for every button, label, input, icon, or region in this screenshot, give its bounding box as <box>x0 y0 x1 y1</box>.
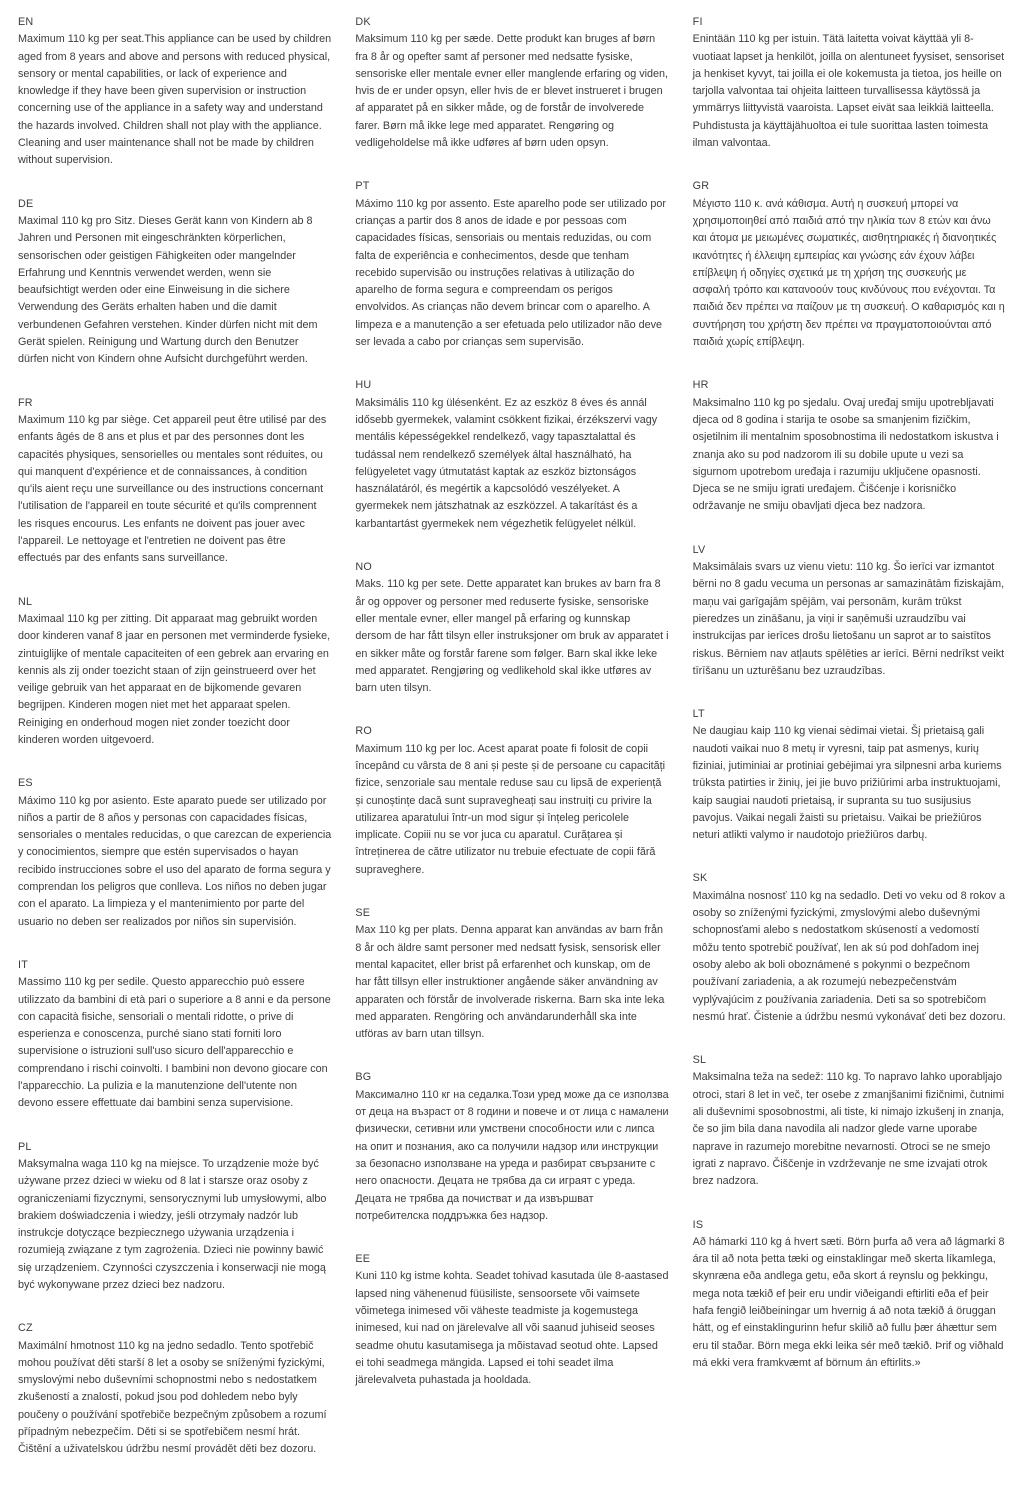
safety-instruction-text: Maksimalno 110 kg po sjedalu. Ovaj uređaj smiju upotrebljavati djeca od 8 godina i starija te osobe sa smanjenim fizičkim, osjetilnim ili mentalnim sposobnostima ili nedostatkom iskustva i znanja ako su pod nadzorom ili su dobile upute u vezi sa sigurnom upotrebom uređaja i razumiju uključene opasnosti. Djeca se ne smiju igrati uređajem. Čišćenje i korisničko održavanje ne smiju obavljati djeca bez nadzora. <box>692 396 999 513</box>
safety-instruction-text: Maximum 110 kg per loc. Acest aparat poate fi folosit de copii începând cu vârsta de 8 ani și peste și de persoane cu capacități fizice, senzoriale sau mentale reduse sau cu lipsă de experiență și cunoștințe dacă sunt supravegheați sau instruiți cu privire la utilizarea aparatului într-un mod sigur și înțeleg pericolele implicate. Copiii nu se vor juca cu aparatul. Curățarea și întreținerea de către utilizator nu trebuie efectuate de copii fără supraveghere. <box>355 742 666 876</box>
safety-instruction-text: Maximum 110 kg per seat.This appliance can be used by children aged from 8 years and above and persons with reduced physical, sensory or mental capabilities, or lack of experience and knowledge if they have been given supervision or instruction concerning use of the appliance in a safety way and understand the hazards involved. Children shall not play with the appliance. Cleaning and user maintenance shall not be made by children without supervision. <box>18 33 332 167</box>
language-code-heading: SL <box>692 1054 707 1067</box>
language-code-heading: SE <box>355 907 371 920</box>
language-code-heading: PT <box>355 180 370 193</box>
language-code-heading: EE <box>355 1253 371 1266</box>
safety-instruction-text: Maximaal 110 kg per zitting. Dit apparaat mag gebruikt worden door kinderen vanaf 8 jaar en personen met verminderde fysieke, zintuiglijke of mentale capaciteiten of een gebrek aan ervaring en kennis als zij onder toezicht staan of zijn geinstrueerd over het veilige gebruik van het apparaat en de bijkomende gevaren begrijpen. Kinderen mogen niet met het apparaat spelen. Reiniging en onderhoud mogen niet zonder toezicht door kinderen worden uitgevoerd. <box>18 612 331 746</box>
language-code-heading: RO <box>355 725 372 738</box>
language-code-heading: LT <box>692 708 705 721</box>
language-code-heading: EN <box>18 16 34 28</box>
language-section-en <box>18 14 331 170</box>
safety-instruction-text: Maximální hmotnost 110 kg na jedno sedadlo. Tento spotřebič mohou používat děti starší 8 let a osoby se sníženými fyzickými, smyslovými nebo duševními schopnostmi nebo s nedostatkem zkušeností a znalostí, pokud jsou pod dohledem nebo byly poučeny o používání spotřebiče bezpečným způsobem a rozumí případným nebezpečím. Děti si se spotřebičem nesmí hrát. Čištění a uživatelskou údržbu nesmí provádět děti bez dozoru. <box>18 1339 327 1456</box>
language-section-sk <box>693 870 1006 1026</box>
safety-instruction-text: Maksymalna waga 110 kg na miejsce. To urządzenie może być używane przez dzieci w wieku od 8 lat i starsze oraz osoby z ograniczeniami fizycznymi, sensorycznymi lub umysłowymi, albo brakiem doświadczenia i wiedzy, jeśli otrzymały nadzór lub instrukcje dotyczące bezpiecznego używania urządzenia i rozumieją związane z tym zagrożenia. Dzieci nie powinny bawić się urządzeniem. Czynności czyszczenia i konserwacji nie mogą być wykonywane przez dzieci bez nadzoru. <box>18 1157 327 1291</box>
language-section-pt <box>355 178 668 351</box>
safety-instruction-text: Enintään 110 kg per istuin. Tätä laitetta voivat käyttää yli 8-vuotiaat lapset ja henkilöt, joilla on alentuneet fyysiset, sensoriset ja henkiset kyvyt, tai joilla ei ole kokemusta ja tietoa, jos heille on tarjolla valvontaa tai ohjeita laitteen turvallisessa käytössä ja ymmärrys liittyvistä vaaroista. Lapset eivät saa leikkiä laitteella. Puhdistusta ja käyttäjähuoltoa ei tule suorittaa lasten toimesta ilman valvontaa. <box>692 33 1005 150</box>
language-section-sl <box>693 1052 1006 1190</box>
safety-instruction-text: Μέγιστο 110 κ. ανά κάθισμα. Αυτή η συσκευή μπορεί να χρησιμοποιηθεί από παιδιά από την ηλικία των 8 ετών και άνω και άτομα με μειωμένες σωματικές, αισθητηριακές ή διανοητικές ικανότητες ή έλλειψη εμπειρίας και γνώσης εάν έχουν λάβει επίβλεψη ή οδηγίες σχετικά με τη χρήση της συσκευής με ασφαλή τρόπο και κατανοούν τους κινδύνους που ενέχονται. Τα παιδιά δεν πρέπει να παίζουν με τη συσκευή. Ο καθαρισμός και η συντήρηση του χρήστη δεν πρέπει να πραγματοποιούνται από παιδιά χωρίς επίβλεψη. <box>692 197 1005 349</box>
safety-instruction-text: Maks. 110 kg per sete. Dette apparatet kan brukes av barn fra 8 år og oppover og personer med reduserte fysiske, sensoriske eller mentale evner, eller mangel på erfaring og kunnskap dersom de har fått tilsyn eller instruksjoner om bruk av apparatet i en sikker måte og forstår farene som følger. Barn skal ikke leke med apparatet. Rengjøring og vedlikehold skal ikke utføres av barn uten tilsyn. <box>355 578 669 695</box>
language-code-heading: DE <box>18 197 34 210</box>
safety-instruction-text: Massimo 110 kg per sedile. Questo apparecchio può essere utilizzato da bambini di età pari o superiore a 8 anni e da persone con capacità fisiche, sensoriali o mentali ridotte, o prive di esperienza e conoscenza, purché siano stati forniti loro supervisione o istruzioni sull'uso sicuro dell'apparecchio e comprendano i rischi coinvolti. I bambini non devono giocare con l'apparecchio. La pulizia e la manutenzione dell'utente non devono essere effettuate dai bambini senza supervisione. <box>18 976 331 1110</box>
language-section-de <box>18 196 331 369</box>
language-code-heading: FR <box>18 396 33 409</box>
language-section-fi <box>693 14 1006 152</box>
language-section-pl <box>18 1139 331 1295</box>
language-section-it <box>18 957 331 1113</box>
language-section-nl <box>18 594 331 750</box>
language-code-heading: BG <box>355 1071 372 1084</box>
column-middle <box>355 14 668 1485</box>
language-code-heading: IS <box>692 1218 704 1231</box>
column-right <box>693 14 1006 1485</box>
safety-instruction-text: Максимално 110 кг на седалка.Този уред може да се използва от деца на възраст от 8 години и повече и от лица с намалени физически, сетивни или умствени способности или с липса на опит и познания, ако са получили надзор или инструкции за безопасно използване на уреда и разбират свързаните с него опасности. Децата не трябва да си играят с уреда. Децата не трябва да почистват и да извършват потребителска поддръжка без надзор. <box>355 1088 669 1222</box>
safety-instruction-text: Ne daugiau kaip 110 kg vienai sėdimai vietai. Šį prietaisą gali naudoti vaikai nuo 8 metų ir vyresni, taip pat asmenys, kurių fiziniai, jutiminiai ar protiniai gebėjimai yra silpnesni arba kuriems trūksta patirties ir žinių, jei jie buvo prižiūrimi arba instruktuojami, kaip saugiai naudoti prietaisą, ir supranta su tuo susijusius pavojus. Vaikai negali žaisti su prietaisu. Vaikai be priežiūros neturi atlikti valymo ir naudotojo priežiūros darbų. <box>692 725 1002 842</box>
language-section-bg <box>355 1069 668 1225</box>
language-section-lt <box>693 706 1006 844</box>
language-section-lv <box>693 542 1006 680</box>
safety-instruction-text: Maximálna nosnosť 110 kg na sedadlo. Deti vo veku od 8 rokov a osoby so zníženými fyzickými, zmyslovými alebo duševnými schopnosťami alebo s nedostatkom skúseností a vedomostí môžu tento spotrebič používať, len ak sú pod dohľadom inej osoby alebo ak boli oboznámené s pokynmi o bezpečnom používaní zariadenia, a ak rozumejú nebezpečenstvám vyplývajúcim z používania zariadenia. Deti sa so spotrebičom nesmú hrať. Čistenie a údržbu nesmú vykonávať deti bez dozoru. <box>692 889 1006 1023</box>
safety-instruction-text: Maksimālais svars uz vienu vietu: 110 kg. Šo ierīci var izmantot bērni no 8 gadu vecuma un personas ar samazinātām fiziskajām, maņu vai garīgajām spējām, vai personām, kurām trūkst pieredzes un zināšanu, ja viņi ir saņēmuši uzraudzību vai instrukcijas par ierīces drošu lietošanu un saprot ar to saistītos riskus. Bērniem nav atļauts spēlēties ar ierīci. Bērni nedrīkst veikt tīrīšanu un uzturēšanu bez uzraudzības. <box>692 561 1005 677</box>
language-code-heading: LV <box>692 543 706 556</box>
language-code-heading: FI <box>692 16 703 28</box>
safety-instruction-text: Að hámarki 110 kg á hvert sæti. Börn þurfa að vera að lágmarki 8 ára til að nota þetta tæki og einstaklingar með skerta líkamlega, skynræna eða andlega getu, eða skort á reynslu og þekkingu, mega nota tækið ef þeir eru undir viðeigandi eftirliti eða ef þeir hafa fengið leiðbeiningar um hvernig á að nota tækið á öruggan hátt, og ef einstaklingurinn hefur skilið að fullu þær áhættur sem eru til staðar. Börn mega ekki leika sér með tækið. Þrif og viðhald má ekki vera framkvæmt af börnum án eftirlits.» <box>692 1235 1005 1369</box>
safety-instruction-text: Maksimalna teža na sedež: 110 kg. To napravo lahko uporabljajo otroci, stari 8 let in več, ter osebe z zmanjšanimi fizičnimi, čutnimi ali duševnimi sposobnostmi, ali tiste, ki nimajo izkušenj in znanja, če so jim bila dana navodila ali nadzor glede varne uporabe naprave in razumejo morebitne nevarnosti. Otroci se ne smejo igrati z napravo. Čiščenje in vzdrževanje ne sme izvajati otrok brez nadzora. <box>692 1071 1005 1188</box>
language-code-heading: SK <box>692 872 708 885</box>
language-code-heading: CZ <box>18 1322 33 1335</box>
safety-instruction-text: Maximal 110 kg pro Sitz. Dieses Gerät kann von Kindern ab 8 Jahren und Personen mit eingeschränkten körperlichen, sensorischen oder geistigen Fähigkeiten oder mangelnder Erfahrung und Kenntnis verwendet werden, wenn sie beaufsichtigt werden oder eine Einweisung in die sichere Verwendung des Geräts erhalten haben und die damit verbundenen Gefahren verstehen. Kinder dürfen nicht mit dem Gerät spielen. Reinigung und Wartung durch den Benutzer dürfen nicht von Kindern ohne Aufsicht durchgeführt werden. <box>18 214 318 366</box>
language-code-heading: HR <box>692 379 709 392</box>
language-section-hr <box>693 377 1006 515</box>
language-section-gr <box>693 178 1006 351</box>
language-section-ee <box>355 1251 668 1389</box>
safety-instruction-text: Maximum 110 kg par siège. Cet appareil peut être utilisé par des enfants âgés de 8 ans et plus et par des personnes dont les capacités physiques, sensorielles ou mentales sont réduites, ou qui manquent d'expérience et de connaissances, à condition qu'ils aient reçu une surveillance ou des instructions concernant l'utilisation de l'appareil en toute sécurité et qu'ils comprennent les risques encourus. Les enfants ne doivent pas jouer avec l'appareil. Le nettoyage et l'entretien ne doivent pas être effectués par des enfants sans surveillance. <box>18 413 327 565</box>
safety-instruction-text: Máximo 110 kg por asiento. Este aparato puede ser utilizado por niños a partir de 8 años y personas con capacidades físicas, sensoriales o mentales reducidas, o que carezcan de experiencia y conocimientos, siempre que estén supervisados o hayan recibido instrucciones sobre el uso del aparato de forma segura y comprendan los peligros que conlleva. Los niños no deben jugar con el aparato. La limpieza y el mantenimiento por parte del usuario no deben ser realizados por niños sin supervisión. <box>18 794 332 928</box>
language-section-no <box>355 559 668 697</box>
language-code-heading: HU <box>355 379 372 392</box>
language-section-se <box>355 905 668 1043</box>
language-section-es <box>18 775 331 931</box>
language-code-heading: GR <box>692 180 710 193</box>
safety-instruction-text: Max 110 kg per plats. Denna apparat kan användas av barn från 8 år och äldre samt personer med nedsatt fysisk, sensorisk eller mental kapacitet, eller brist på erfarenhet och kunskap, om de har fått tillsyn eller instruktioner angående säker användning av apparaten och förstår de involverade riskerna. Barn ska inte leka med apparaten. Rengöring och användarunderhåll ska inte utföras av barn utan tillsyn. <box>355 924 665 1041</box>
language-code-heading: DK <box>355 16 371 28</box>
language-code-heading: NL <box>18 595 33 608</box>
safety-instruction-text: Máximo 110 kg por assento. Este aparelho pode ser utilizado por crianças a partir dos 8 anos de idade e por pessoas com capacidades físicas, sensoriais ou mentais reduzidas, ou com falta de experiência e conhecimentos, desde que tenham recebido supervisão ou instruções relativas à utilização do aparelho de forma segura e compreendam os perigos envolvidos. As crianças não devem brincar com o aparelho. A limpeza e a manutenção a ser efetuada pelo utilizador não deve ser levada a cabo por crianças sem supervisão. <box>355 197 667 349</box>
language-code-heading: ES <box>18 777 33 790</box>
safety-instruction-text: Kuni 110 kg istme kohta. Seadet tohivad kasutada üle 8-aastased lapsed ning vähenenud füüsiliste, sensoorsete või vaimsete võimetega inimesed või väheste teadmiste ja kogemustega inimesed, kui nad on järelevalve all või saanud juhiseid seoses seadme ohutu kasutamisega ja mõistavad seotud ohte. Lapsed ei tohi seadmega mängida. Lapsed ei tohi seadet ilma järelevalveta puhastada ja hooldada. <box>355 1270 669 1387</box>
language-code-heading: PL <box>18 1140 32 1153</box>
language-section-ro <box>355 723 668 879</box>
language-section-is <box>693 1217 1006 1373</box>
column-left <box>18 14 331 1485</box>
language-code-heading: NO <box>355 561 372 574</box>
language-code-heading: IT <box>18 958 28 971</box>
language-section-hu <box>355 377 668 533</box>
safety-instruction-text: Maksimum 110 kg per sæde. Dette produkt kan bruges af børn fra 8 år og opefter samt af personer med nedsatte fysiske, sensoriske eller mentale evner eller manglende erfaring og viden, hvis de er under opsyn, eller hvis de er blevet instrueret i brugen af apparatet på en sikker måde, og de forstår de involverede farer. Børn må ikke lege med apparatet. Rengøring og vedligeholdelse må ikke udføres af børn uden opsyn. <box>355 33 669 150</box>
safety-instruction-text: Maksimális 110 kg ülésenként. Ez az eszköz 8 éves és annál idősebb gyermekek, valamint csökkent fizikai, érzékszervi vagy mentális képességekkel rendelkező, vagy tapasztalattal és tudással nem rendelkező személyek által használható, ha felügyeletet vagy útmutatást kaptak az eszköz biztonságos használatáról, és megértik a kapcsolódó veszélyeket. A gyermekek nem játszhatnak az eszközzel. A takarítást és a karbantartást gyermekek nem végezhetik felügyelet nélkül. <box>355 396 658 530</box>
language-section-fr <box>18 395 331 568</box>
language-section-cz <box>18 1320 331 1458</box>
language-section-dk <box>355 14 668 152</box>
